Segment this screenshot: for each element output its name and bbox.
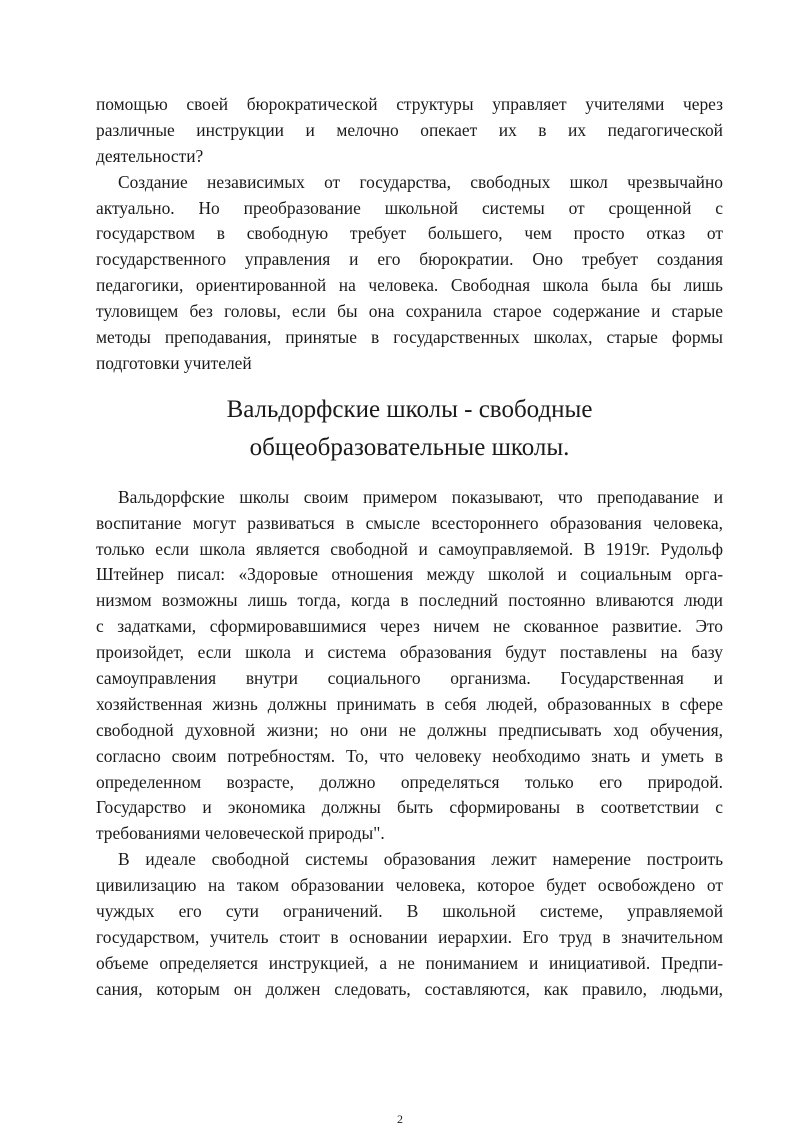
text-line: хозяйственная жизнь должны принимать в себя людей, образованных в сфере	[96, 693, 723, 714]
text-line: методы преподавания, принятые в государственных школах, старые формы	[96, 327, 723, 348]
text-line: Вальдорфские школы своим примером показывают, что преподавание и	[118, 486, 723, 507]
text-line: свободной духовной жизни; но они не должны предписывать ход обучения,	[96, 719, 723, 740]
text-line: цивилизацию на таком образовании человека, которое будет освобождено от	[96, 875, 723, 896]
text-line: только если школа является свободной и самоуправляемой. В 1919г. Рудольф	[96, 538, 723, 559]
text-line: воспитание могут развиваться в смысле всестороннего образования человека,	[96, 512, 723, 533]
text-line: чуждых его сути ограничений. В школьной системе, управляемой	[96, 901, 723, 922]
text-line: с задатками, сформировавшимися через ничем не скованное развитие. Это	[96, 616, 723, 637]
text-line: самоуправления внутри социального организма. Государственная и	[96, 668, 723, 689]
heading-line: общеобразовательные школы.	[249, 433, 570, 461]
text-line: педагогики, ориентированной на человека. Свободная школа была бы лишь	[96, 275, 723, 296]
text-line: Штейнер писал: «Здоровые отношения между школой и социальным орга-	[96, 564, 723, 585]
text-line: произойдет, если школа и система образования будут поставлены на базу	[96, 642, 723, 663]
text-line: государством, учитель стоит в основании иерархии. Его труд в значительном	[96, 926, 723, 947]
paragraph-independent-schools	[96, 170, 723, 377]
text-line: деятельности?	[96, 145, 204, 166]
text-line: низмом возможны лишь тогда, когда в последний постоянно вливаются люди	[96, 590, 723, 611]
text-line: подготовки учителей	[96, 352, 252, 373]
heading-line: Вальдорфские школы - свободные	[226, 395, 593, 423]
text-line: объеме определяется инструкцией, а не пониманием и инициативой. Предпи-	[96, 952, 723, 973]
text-line: помощью своей бюрократической структуры управляет учителями через	[96, 94, 723, 114]
page-number: 2	[397, 1112, 403, 1126]
text-line: Государство и экономика должны быть сформированы в соответствии с	[96, 797, 723, 818]
text-line: государственного управления и его бюрократии. Оно требует создания	[96, 249, 723, 270]
text-line: актуально. Но преобразование школьной системы от срощенной с	[96, 197, 723, 218]
paragraph-continued	[96, 92, 723, 170]
text-line: Создание независимых от государства, свободных школ чрезвычайно	[118, 171, 723, 192]
text-line: сания, которым он должен следовать, составляются, как правило, людьми,	[96, 978, 723, 999]
text-line: определенном возрасте, должно определяться только его природой.	[96, 771, 723, 792]
paragraph-ideal-system	[96, 847, 723, 1002]
text-line: государством в свободную требует большего, чем просто отказ от	[96, 223, 723, 244]
text-line: согласно своим потребностям. То, что человеку необходимо знать и уметь в	[96, 745, 723, 766]
text-line: требованиями человеческой природы".	[96, 823, 385, 844]
text-line: различные инструкции и мелочно опекает их в их педагогической	[96, 119, 723, 140]
text-line: туловищем без головы, если бы она сохранила старое содержание и старые	[96, 301, 723, 322]
paragraph-waldorf-quote	[96, 485, 723, 847]
section-heading	[96, 391, 723, 467]
document-page	[96, 92, 723, 1003]
text-line: В идеале свободной системы образования лежит намерение построить	[118, 849, 723, 870]
